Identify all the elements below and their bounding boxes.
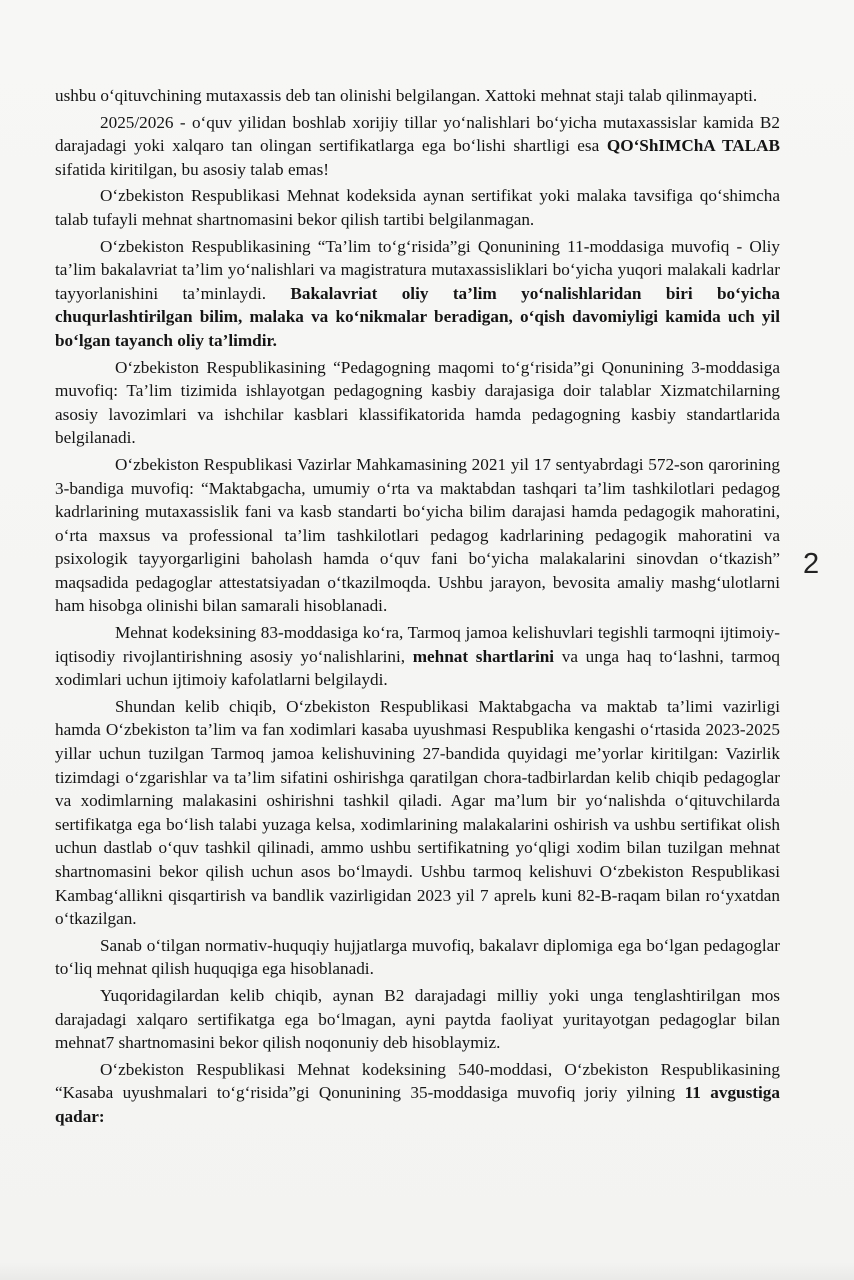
paragraph-2-text: 2025/2026 - o‘quv yilidan boshlab xorijiy tillar yo‘nalishlari bo‘yicha mutaxassislar kamida B2 darajadagi yoki xalqaro tan olingan sertifikatlarga ega bo‘lishi shartligi esa	[55, 112, 780, 156]
additional-requirement-emphasis: QO‘ShIMChA TALAB	[606, 136, 780, 156]
paragraph-10: Yuqoridagilardan kelib chiqib, aynan B2 darajadagi milliy yoki unga tenglashtirilgan mos darajadagi xalqaro sertifikatga ega bo‘lmagan, ayni paytda faoliyat yuritayotgan pedagoglar bilan mehnat7 shartnomasini bekor qilish noqonuniy deb hisoblaymiz.	[55, 985, 780, 1053]
paragraph-2-tail: sifatida kiritilgan, bu asosiy talab emas!	[55, 159, 329, 179]
paragraph-4-text: O‘zbekiston Respublikasining “Ta’lim to‘g‘risida”gi Qonunining 11-moddasiga muvofiq - Oliy ta’lim bakalavriat ta’lim yo‘nalishlari va magistratura mutaxassisliklari bo‘yicha yuqori malakali kadrlar tayyorlanishini ta’minlaydi.	[55, 236, 780, 303]
paragraph-11	[55, 1058, 780, 1129]
paragraph-8: Shundan kelib chiqib, O‘zbekiston Respublikasi Maktabgacha va maktab ta’limi vazirligi hamda O‘zbekiston ta’lim va fan xodimlari kasaba uyushmasi Respublika kengashi o‘rtasida 2023-2025 yillar uchun tuzilgan Tarmoq jamoa kelishuvining 27-bandida quyidagi me’yorlar kiritilgan: Vazirlik tizimdagi o‘zgarishlar va ta’lim sifatini oshirishga qaratilgan chora-tadbirlardan kelib chiqib pedagoglar va xodimlarning malakasini oshirishni tashkil qiladi. Agar ma’lum bir yo‘nalishda o‘qituvchilarda sertifikatga ega bo‘lish talabi yuzaga kelsa, xodimlarining malakalarini oshirish va ushbu sertifikat olish uchun dastlab o‘quv tashkil qilinadi, ammo ushbu sertifikatning yo‘qligi xodim bilan tuzilgan mehnat shartnomasini bekor qilish uchun asos bo‘lmaydi. Ushbu tarmoq kelishuvi O‘zbekiston Respublikasi Kambag‘allikni qisqartirish va bandlik vazirligidan 2023 yil 7 aprelь kuni 82-B-raqam bilan ro‘yxatdan o‘tkazilgan.	[55, 696, 780, 929]
document-body	[55, 84, 780, 1132]
paragraph-6: O‘zbekiston Respublikasi Vazirlar Mahkamasining 2021 yil 17 sentyabrdagi 572-son qarorining 3-bandiga muvofiq: “Maktabgacha, umumiy o‘rta va maktabdan tashqari ta’lim tashkilotlari pedagog kadrlarining mutaxassislik fani va kasb standarti bo‘yicha bilim darajasi hamda pedagogik mahoratini, o‘rta maxsus va professional ta’lim tashkilotlari pedagog kadrlarining pedagogik mahoratini va psixologik tayyorgarligini baholash hamda o‘quv fani bo‘yicha malakalarini sinovdan o‘tkazish” maqsadida pedagoglar attestatsiyadan o‘tkazilmoqda. Ushbu jarayon, bevosita amaliy mashg‘ulotlarni ham hisobga olinishi bilan samarali hisoblanadi.	[55, 454, 780, 616]
paragraph-11-text: O‘zbekiston Respublikasi Mehnat kodeksining 540-moddasi, O‘zbekiston Respublikasining “Kasaba uyushmalari to‘g‘risida”gi Qonunining 35-moddasiga muvofiq joriy yilning	[55, 1059, 780, 1103]
deadline-emphasis: 11 avgustiga qadar:	[55, 1083, 780, 1126]
paragraph-7-tail: va unga haq to‘lashni, tarmoq xodimlari uchun ijtimoiy kafolatlarni belgilaydi.	[55, 646, 780, 690]
paragraph-5: O‘zbekiston Respublikasining “Pedagogning maqomi to‘g‘risida”gi Qonunining 3-moddasiga muvofiq: Ta’lim tizimida ishlayotgan pedagogning kasbiy darajasiga doir talablar Xizmatchilarning asosiy lavozimlari va ishchilar kasblari klassifikatorida hamda pedagogning kasbiy standartlarida belgilanadi.	[55, 357, 780, 448]
paragraph-1: ushbu o‘qituvchining mutaxassis deb tan olinishi belgilangan. Xattoki mehnat staji talab qilinmayapti.	[55, 86, 758, 105]
labor-conditions-emphasis: mehnat shartlarini	[412, 646, 555, 666]
page-number: 2	[803, 548, 820, 580]
paragraph-9: Sanab o‘tilgan normativ-huquqiy hujjatlarga muvofiq, bakalavr diplomiga ega bo‘lgan pedagoglar to‘liq mehnat qilish huquqiga ega hisoblanadi.	[55, 935, 780, 979]
page-bottom-shadow	[0, 1262, 854, 1280]
paragraph-7-text: Mehnat kodeksining 83-moddasiga ko‘ra, Tarmoq jamoa kelishuvlari tegishli tarmoqni ijtimoiy-iqtisodiy rivojlantirishning asosiy yo‘nalishlarini,	[55, 623, 780, 666]
paragraph-4	[55, 235, 780, 353]
paragraph-7	[55, 621, 780, 692]
paragraph-2	[55, 111, 780, 182]
bachelor-definition-emphasis: Bakalavriat oliy ta’lim yo‘nalishlaridan biri bo‘yicha chuqurlashtirilgan bilim, malaka va ko‘nikmalar beradigan, o‘qish davomiyligi kamida uch yil bo‘lgan tayanch oliy ta’limdir.	[55, 283, 781, 350]
paragraph-3: O‘zbekiston Respublikasi Mehnat kodeksida aynan sertifikat yoki malaka tavsifiga qo‘shimcha talab tufayli mehnat shartnomasini bekor qilish tartibi belgilanmagan.	[55, 186, 780, 229]
